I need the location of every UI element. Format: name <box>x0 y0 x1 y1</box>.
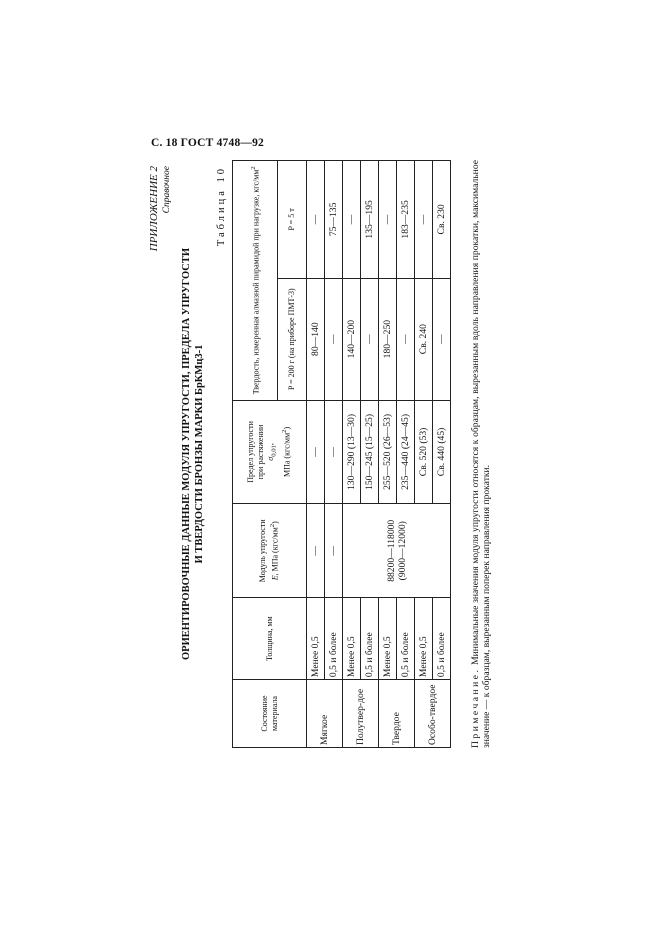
header-elastic-limit: Предел упругости при растяжении $\sigma_{0,01}$, МПа $(кгс/мм^2)$ <box>233 400 307 504</box>
modulus-cell: — <box>307 504 325 598</box>
hv200-cell: 140—200 <box>343 278 361 400</box>
hv200-cell: — <box>397 278 415 400</box>
header-state: Состояние материала <box>233 680 307 748</box>
appendix-label <box>148 166 174 251</box>
appendix-type: Справочное <box>162 166 172 214</box>
table-row <box>433 161 451 748</box>
hv5-cell: 183—235 <box>397 161 415 279</box>
modulus-shared-cell: 88200—118000 (9000—12000) <box>343 504 451 598</box>
thickness-cell: 0,5 и более <box>361 598 379 680</box>
table-row <box>397 161 415 748</box>
state-cell: Полутвер-дое <box>343 680 379 748</box>
limit-cell: Св. 520 (53) <box>415 400 433 504</box>
hv200-cell: — <box>361 278 379 400</box>
thickness-cell: Менее 0,5 <box>415 598 433 680</box>
limit-cell: — <box>325 400 343 504</box>
thickness-cell: 0,5 и более <box>433 598 451 680</box>
table-row <box>379 161 397 748</box>
header-modulus: Модуль упругости E, МПа $(кгс/мм^2)$ <box>233 504 307 598</box>
modulus-cell: — <box>325 504 343 598</box>
header-thickness: Толщина, мм <box>233 598 307 680</box>
document-title <box>180 160 206 748</box>
state-cell: Мягкое <box>307 680 343 748</box>
limit-cell: 235—440 (24—45) <box>397 400 415 504</box>
table-row <box>343 161 361 748</box>
table-number: Таблица 10 <box>216 166 227 247</box>
page-header: С. 18 ГОСТ 4748—92 <box>151 137 264 149</box>
hv200-cell: — <box>433 278 451 400</box>
hv5-cell: 135—195 <box>361 161 379 279</box>
limit-cell: 255—520 (26—53) <box>379 400 397 504</box>
table-row <box>415 161 433 748</box>
thickness-cell: 0,5 и более <box>325 598 343 680</box>
thickness-cell: Менее 0,5 <box>379 598 397 680</box>
header-load-200g: P = 200 г (на приборе ПМТ-3) <box>278 278 307 400</box>
hv5-cell: — <box>307 161 325 279</box>
hv200-cell: 80—140 <box>307 278 325 400</box>
note-prefix: Примечание. <box>470 667 481 748</box>
table-row <box>361 161 379 748</box>
appendix-number: ПРИЛОЖЕНИЕ 2 <box>148 166 160 252</box>
limit-cell: Св. 440 (45) <box>433 400 451 504</box>
table-row <box>325 161 343 748</box>
limit-cell: 130—290 (13—30) <box>343 400 361 504</box>
hv200-cell: Св. 240 <box>415 278 433 400</box>
hv200-cell: — <box>325 278 343 400</box>
table-row <box>307 161 325 748</box>
limit-cell: — <box>307 400 325 504</box>
hv5-cell: 75—135 <box>325 161 343 279</box>
rotated-content <box>148 160 508 748</box>
hv5-cell: Св. 230 <box>433 161 451 279</box>
thickness-cell: Менее 0,5 <box>307 598 325 680</box>
title-line-2: И ТВЕРДОСТИ БРОНЗЫ МАРКИ БрКМц3-1 <box>194 344 205 564</box>
header-load-5t: P = 5 т <box>278 161 307 279</box>
thickness-cell: Менее 0,5 <box>343 598 361 680</box>
properties-table <box>232 160 451 748</box>
thickness-cell: 0,5 и более <box>397 598 415 680</box>
hv200-cell: 180—250 <box>379 278 397 400</box>
table-note <box>470 160 492 748</box>
hv5-cell: — <box>379 161 397 279</box>
header-hardness: Твердость, измеренная алмазной пирамидой при нагрузке, кгс/$мм^2$ <box>233 161 278 401</box>
title-line-1: ОРИЕНТИРОВОЧНЫЕ ДАННЫЕ МОДУЛЯ УПРУГОСТИ, ПРЕДЕЛА УПРУГОСТИ <box>181 247 192 661</box>
state-cell: Твердое <box>379 680 415 748</box>
note-text: Минимальные значения модуля упругости относятся к образцам, вырезанным вдоль направления прокатки, максимальное значение — к образцам, вырезанным поперек направления прокатки. <box>470 160 492 748</box>
hv5-cell: — <box>343 161 361 279</box>
hv5-cell: — <box>415 161 433 279</box>
state-cell: Особо-твердое <box>415 680 451 748</box>
limit-cell: 150—245 (15—25) <box>361 400 379 504</box>
